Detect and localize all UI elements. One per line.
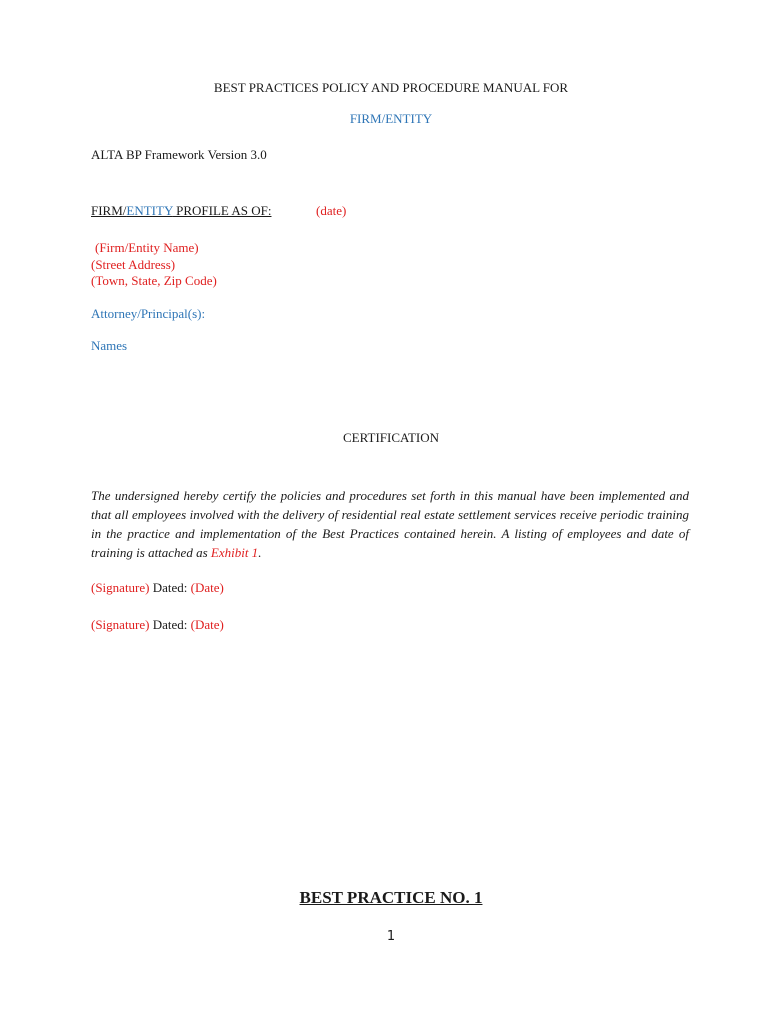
profile-label	[91, 203, 271, 219]
certification-body: The undersigned hereby certify the policies and procedures set forth in this manual have been implemented and that all employees involved with the delivery of residential real estate settlement services receive periodic training in the practice and implementation of the Best Practices contained herein. A listing of employees and date of training is attached as	[91, 488, 689, 560]
town-state-zip: (Town, State, Zip Code)	[91, 273, 217, 288]
certification-heading: CERTIFICATION	[343, 430, 439, 445]
profile-date: (date)	[316, 203, 347, 218]
street-address: (Street Address)	[91, 257, 176, 272]
signature-placeholder: (Signature)	[91, 617, 150, 632]
signature-placeholder: (Signature)	[91, 580, 150, 595]
date-placeholder: (Date)	[190, 580, 224, 595]
names-placeholder: Names	[91, 338, 128, 353]
certification-paragraph	[91, 486, 689, 562]
attorney-principal-label: Attorney/Principal(s):	[91, 306, 206, 321]
signature-line-2	[91, 617, 224, 633]
firm-name: (Firm/Entity Name)	[95, 240, 199, 255]
certification-end: .	[258, 545, 262, 560]
signature-line-1	[91, 580, 224, 596]
profile-label-entity: ENTITY	[126, 203, 173, 218]
best-practice-heading: BEST PRACTICE NO. 1	[299, 888, 483, 907]
date-placeholder: (Date)	[190, 617, 224, 632]
dated-label: Dated:	[152, 580, 188, 595]
firm-entity-subtitle: FIRM/ENTITY	[349, 111, 433, 126]
page-number: 1	[386, 929, 396, 944]
dated-label: Dated:	[152, 617, 188, 632]
profile-label-rest: PROFILE AS OF:	[172, 203, 272, 218]
profile-label-firm: FIRM/	[91, 203, 127, 218]
manual-title: BEST PRACTICES POLICY AND PROCEDURE MANUAL FOR	[213, 80, 569, 95]
framework-version: ALTA BP Framework Version 3.0	[91, 147, 267, 162]
exhibit-reference: Exhibit 1	[210, 545, 259, 560]
